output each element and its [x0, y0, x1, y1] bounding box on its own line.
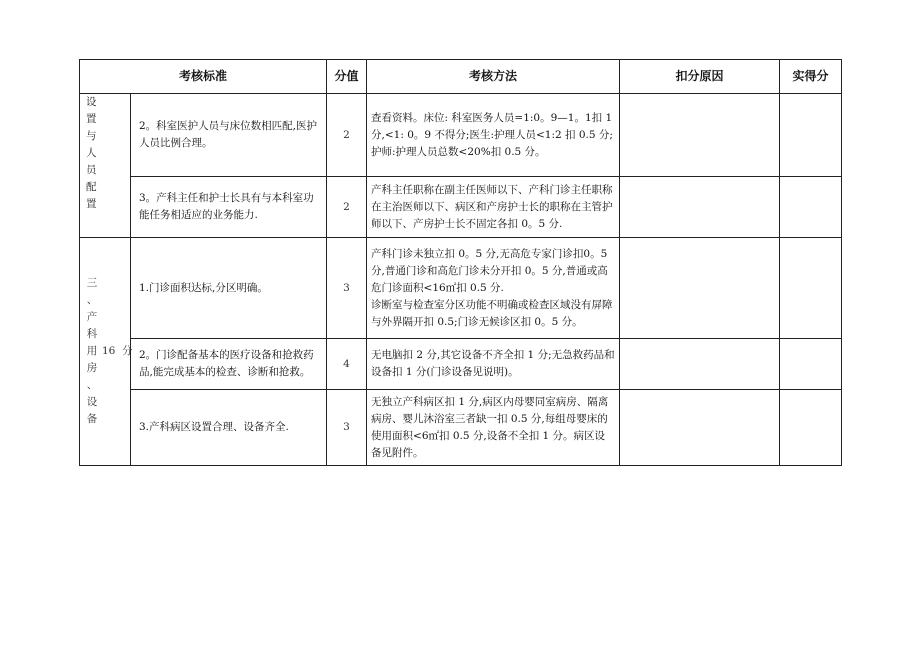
criterion-cell: 3.产科病区设置合理、设备齐全. — [131, 390, 327, 466]
method-cell — [367, 238, 620, 339]
category-char: 、 — [86, 379, 98, 391]
method-text: 查看资料。床位: 科室医务人员=1:0。9—1。1扣 1 分,<1: 0。9 不得分;医生:护理人员<1:2 扣 0.5 分;护师:护理人员总数<20%扣 0.5 分。 — [371, 111, 613, 158]
header-deduct-reason: 扣分原因 — [620, 60, 780, 94]
score-cell: 3 — [327, 238, 367, 339]
method-text: 产科门诊未独立扣 0。5 分,无高危专家门诊扣0。5 分,普通门诊和高危门诊未分开扣 0。5 分,普通或高危门诊面积<16㎡扣 0.5 分. 诊断室与检查室分区功能不明确或检查区域没有屏障与外界隔开扣 0.5;门诊无候诊区扣 0。5 分。 — [371, 247, 613, 328]
actual-score-cell[interactable] — [780, 94, 842, 177]
score-cell: 4 — [327, 339, 367, 390]
category-char: 人 — [86, 147, 97, 159]
actual-score-cell[interactable] — [780, 177, 842, 238]
score-cell: 2 — [327, 177, 367, 238]
actual-score-cell[interactable] — [780, 238, 842, 339]
method-cell — [367, 390, 620, 466]
category-staffing — [80, 94, 131, 238]
table-row — [80, 177, 842, 238]
criterion-cell: 2。科室医护人员与床位数相匹配,医护人员比例合理。 — [131, 94, 327, 177]
deduct-reason-cell[interactable] — [620, 339, 780, 390]
deduct-reason-cell[interactable] — [620, 94, 780, 177]
category-char: 置 — [86, 198, 97, 210]
method-cell — [367, 94, 620, 177]
category-points: 16 分 — [102, 345, 133, 357]
category-char: 员 — [86, 164, 97, 176]
deduct-reason-cell[interactable] — [620, 177, 780, 238]
category-char: 三 — [86, 277, 98, 289]
category-facilities — [80, 238, 131, 466]
score-cell: 3 — [327, 390, 367, 466]
category-char: 用 — [86, 345, 98, 357]
header-row — [80, 60, 842, 94]
category-char: 配 — [86, 181, 97, 193]
category-char: 备 — [86, 413, 98, 425]
actual-score-cell[interactable] — [780, 339, 842, 390]
category-char: 产 — [86, 311, 98, 323]
table-row — [80, 94, 842, 177]
method-text: 无电脑扣 2 分,其它设备不齐全扣 1 分;无急救药品和设备扣 1 分(门诊设备见说明)。 — [371, 349, 615, 378]
method-cell — [367, 339, 620, 390]
criterion-cell: 1.门诊面积达标,分区明确。 — [131, 238, 327, 339]
method-cell — [367, 177, 620, 238]
method-text: 产科主任职称在副主任医师以下、产科门诊主任职称在主治医师以下、病区和产房护士长的职称在主管护师以下、产房护士长不固定各扣 0。5 分. — [371, 183, 613, 230]
criterion-cell: 3。产科主任和护士长具有与本科室功能任务相适应的业务能力. — [131, 177, 327, 238]
category-char: 设 — [86, 396, 98, 408]
assessment-table — [79, 59, 842, 466]
category-char: 、 — [86, 294, 98, 306]
score-cell: 2 — [327, 94, 367, 177]
header-score: 分值 — [327, 60, 367, 94]
actual-score-cell[interactable] — [780, 390, 842, 466]
header-standard: 考核标准 — [80, 60, 327, 94]
deduct-reason-cell[interactable] — [620, 390, 780, 466]
criterion-cell: 2。门诊配备基本的医疗设备和抢救药品,能完成基本的检查、诊断和抢救。 — [131, 339, 327, 390]
category-char: 置 — [86, 113, 97, 125]
category-char: 房 — [86, 362, 98, 374]
header-method: 考核方法 — [367, 60, 620, 94]
category-char: 设 — [86, 96, 97, 108]
deduct-reason-cell[interactable] — [620, 238, 780, 339]
category-char: 与 — [86, 130, 97, 142]
table-row — [80, 390, 842, 466]
method-text: 无独立产科病区扣 1 分,病区内母婴同室病房、隔离病房、婴儿沐浴室三者缺一扣 0.5 分,每组母婴床的使用面积<6㎡扣 0.5 分,设备不全扣 1 分。病区设备见附件。 — [371, 395, 609, 459]
table-row — [80, 238, 842, 339]
category-char: 科 — [86, 328, 98, 340]
header-actual: 实得分 — [780, 60, 842, 94]
table-row — [80, 339, 842, 390]
